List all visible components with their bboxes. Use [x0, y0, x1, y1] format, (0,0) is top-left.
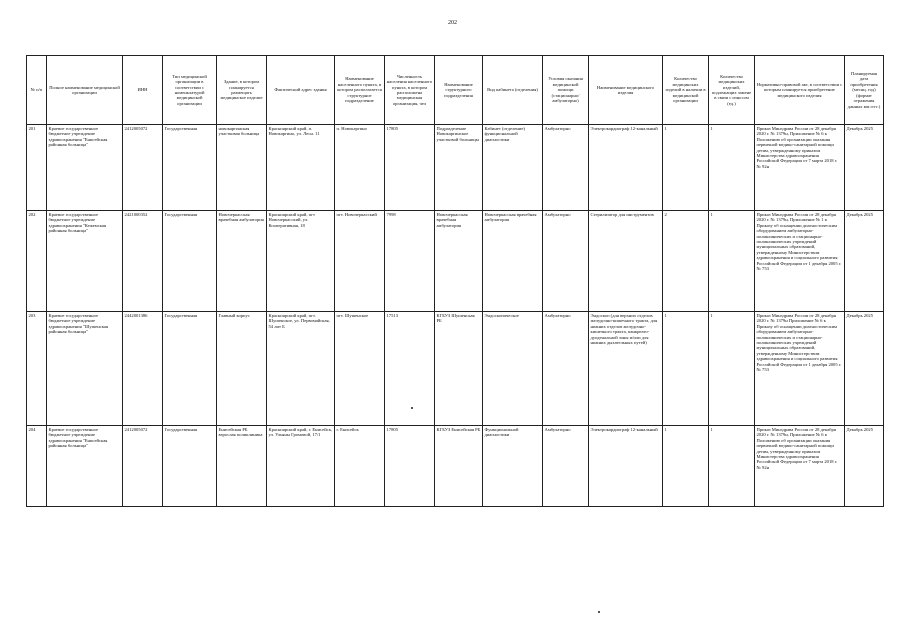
cell-device: Электрокардиограф 12-канальный [589, 426, 663, 507]
cell-act: Приказ Минздрава России от 28 декабря 2020 г. № 1379н, Приложение № 1 к Приказу об оснащении диагностическим оборудованием амбулаторно-поликлинических и стационарно-поликлинических учреждений муниципальных образований, утвержденному Министерством здравоохранения и социального развития Российской Федерации от 1 декабря 2005 г. № 753 [755, 211, 845, 312]
cell-num: 204 [27, 426, 47, 507]
table-row [27, 211, 884, 312]
column-header: Полное наименование медицинской организации [47, 56, 123, 125]
column-header: Количество медицинских изделий, подлежащих замене в связи с износом (ед.) [709, 56, 755, 125]
cell-building: новокаргинская участковая больница [217, 125, 267, 211]
cell-qty-have: 1 [663, 312, 709, 426]
cell-qty-replace: 1 [709, 211, 755, 312]
cell-org: Краевое государственное бюджетное учреждение здравоохранения "Кежемская районная больница" [47, 211, 123, 312]
cell-date: Декабрь 2025 [845, 312, 884, 426]
cell-qty-replace: 1 [709, 426, 755, 507]
cell-cabinet: Новочеркасская врачебная амбулатория [483, 211, 543, 312]
column-header: № п/п [27, 56, 47, 125]
cell-population: 17513 [385, 312, 435, 426]
header-row [27, 56, 884, 125]
cell-address: Красноярский край, пгт. Шушенское, ул. Первомайская, 54 лит Б [267, 312, 335, 426]
cell-conditions: Амбулаторно [543, 211, 589, 312]
cell-conditions: Амбулаторно [543, 312, 589, 426]
table-row [27, 426, 884, 507]
cell-date: Декабрь 2025 [845, 125, 884, 211]
cell-act: Приказ Минздрава России от 28 декабря 2020 г. № 1379н, Приложение № 6 к Положению об организации оказания первичной медико-санитарной помощи детям, утвержденному приказом Министерства здравоохранения Российской Федерации от 7 марта 2018 г. № 92н [755, 125, 845, 211]
column-header: Численность населения населенного пункта, в котором расположена медицинская организация, чел [385, 56, 435, 125]
cell-inn: 2412005072 [123, 125, 163, 211]
scan-speck [598, 611, 600, 613]
cell-address: Красноярский край, п. Новокаргино, ул. Лесн. 11 [267, 125, 335, 211]
cell-inn: 2442001386 [123, 312, 163, 426]
cell-cabinet: Функциональной диагностики [483, 426, 543, 507]
cell-inn: 2412005072 [123, 426, 163, 507]
cell-address: Красноярский край, г. Енисейск, ул. Ульяны Громовой, 17/1 [267, 426, 335, 507]
cell-conditions: Амбулаторно [543, 125, 589, 211]
column-header: Количество медицинских изделий в наличии в медицинской организации [663, 56, 709, 125]
cell-org: Краевое государственное бюджетное учреждение здравоохранения "Шушенская районная больница" [47, 312, 123, 426]
column-header: Фактический адрес здания [267, 56, 335, 125]
cell-qty-have: 1 [663, 125, 709, 211]
column-header: ИНН [123, 56, 163, 125]
cell-type: Государственная [163, 312, 217, 426]
cell-qty-have: 1 [663, 426, 709, 507]
cell-inn: 2421000352 [123, 211, 163, 312]
column-header: Наименование структурного подразделения [435, 56, 483, 125]
table-row [27, 125, 884, 211]
cell-device: Электрокардиограф 12-канальный [589, 125, 663, 211]
cell-population: 7998 [385, 211, 435, 312]
scan-speck [411, 407, 413, 409]
column-header: Наименование медицинского изделия [589, 56, 663, 125]
cell-locality: г. Енисейск [335, 426, 385, 507]
cell-type: Государственная [163, 211, 217, 312]
column-header: Планируемая дата приобретения (месяц, год) (формат отражения данных мм гггг.) [845, 56, 884, 125]
cell-subdivision: КГБУЗ Шушенская РБ [435, 312, 483, 426]
cell-building: Главный корпус [217, 312, 267, 426]
cell-type: Государственная [163, 125, 217, 211]
cell-subdivision: Новочеркасская врачебная амбулатория [435, 211, 483, 312]
cell-date: Декабрь 2025 [845, 426, 884, 507]
column-header: Здание, в котором планируется размещать медицинское изделие [217, 56, 267, 125]
equipment-table [26, 55, 884, 507]
page-number: 202 [448, 20, 457, 26]
cell-act: Приказ Минздрава России от 28 декабря 2020 г. № 1379н, Приложение № 6 к Положению об организации оказания первичной медико-санитарной помощи детям, утвержденному приказом Министерства здравоохранения Российской Федерации от 7 марта 2018 г. № 92н [755, 426, 845, 507]
cell-type: Государственная [163, 426, 217, 507]
cell-population: 17805 [385, 125, 435, 211]
cell-device: Стерилизатор для инструментов [589, 211, 663, 312]
cell-address: Красноярский край, пгт Новочеркасский, ул. Кооперативная, 18 [267, 211, 335, 312]
cell-num: 201 [27, 125, 47, 211]
column-header: Вид кабинета (отделения) [483, 56, 543, 125]
column-header: Наименование населенного пункта, в котором располагается структурное подразделение [335, 56, 385, 125]
cell-locality: п. Новокаргино [335, 125, 385, 211]
cell-subdivision: Подразделение Новокаргинское участковой больницы [435, 125, 483, 211]
cell-locality: пгт. Шушенское [335, 312, 385, 426]
cell-building: Енисейская РБ взрослая поликлиника [217, 426, 267, 507]
cell-locality: пгт. Новочеркасский [335, 211, 385, 312]
cell-org: Краевое государственное бюджетное учреждение здравоохранения "Енисейская районная больница" [47, 125, 123, 211]
column-header: Тип медицинской организации в соответствии с номенклатурой медицинской организации [163, 56, 217, 125]
column-header: Условия оказания медицинской помощи (стационарно/ амбулаторно) [543, 56, 589, 125]
cell-act: Приказ Минздрава России от 28 декабря 2020 г. № 1379н Приложение № 6 к Приказу об оснащении диагностическим оборудованием амбулаторно-поликлинических и стационарно-поликлинических учреждений муниципальных образований, утвержденному Министерством здравоохранения и социального развития Российской Федерации от 1 декабря 2005 г. № 753 [755, 312, 845, 426]
cell-subdivision: КГБУЗ Енисейская РБ [435, 426, 483, 507]
cell-building: Новочеркасская врачебная амбулатория [217, 211, 267, 312]
cell-device: Эндоскоп (для верхних отделов желудочно-кишечного тракта, для нижних отделов желудочно-кишечного тракта, панкреато-дуоденальной зоны и/или для нижних дыхательных путей) [589, 312, 663, 426]
cell-qty-have: 2 [663, 211, 709, 312]
column-header: Нормативно-правовой акт, в соответствии с которым планируется приобретение медицинского изделия [755, 56, 845, 125]
cell-num: 202 [27, 211, 47, 312]
cell-qty-replace: 1 [709, 125, 755, 211]
cell-org: Краевое государственное бюджетное учреждение здравоохранения "Енисейская районная больница" [47, 426, 123, 507]
cell-num: 203 [27, 312, 47, 426]
table-row [27, 312, 884, 426]
cell-date: Декабрь 2025 [845, 211, 884, 312]
cell-qty-replace: 1 [709, 312, 755, 426]
cell-cabinet: Кабинет (отделение) функциональной диагностики [483, 125, 543, 211]
cell-population: 17805 [385, 426, 435, 507]
cell-cabinet: Эндоскопическое [483, 312, 543, 426]
cell-conditions: Амбулаторно [543, 426, 589, 507]
